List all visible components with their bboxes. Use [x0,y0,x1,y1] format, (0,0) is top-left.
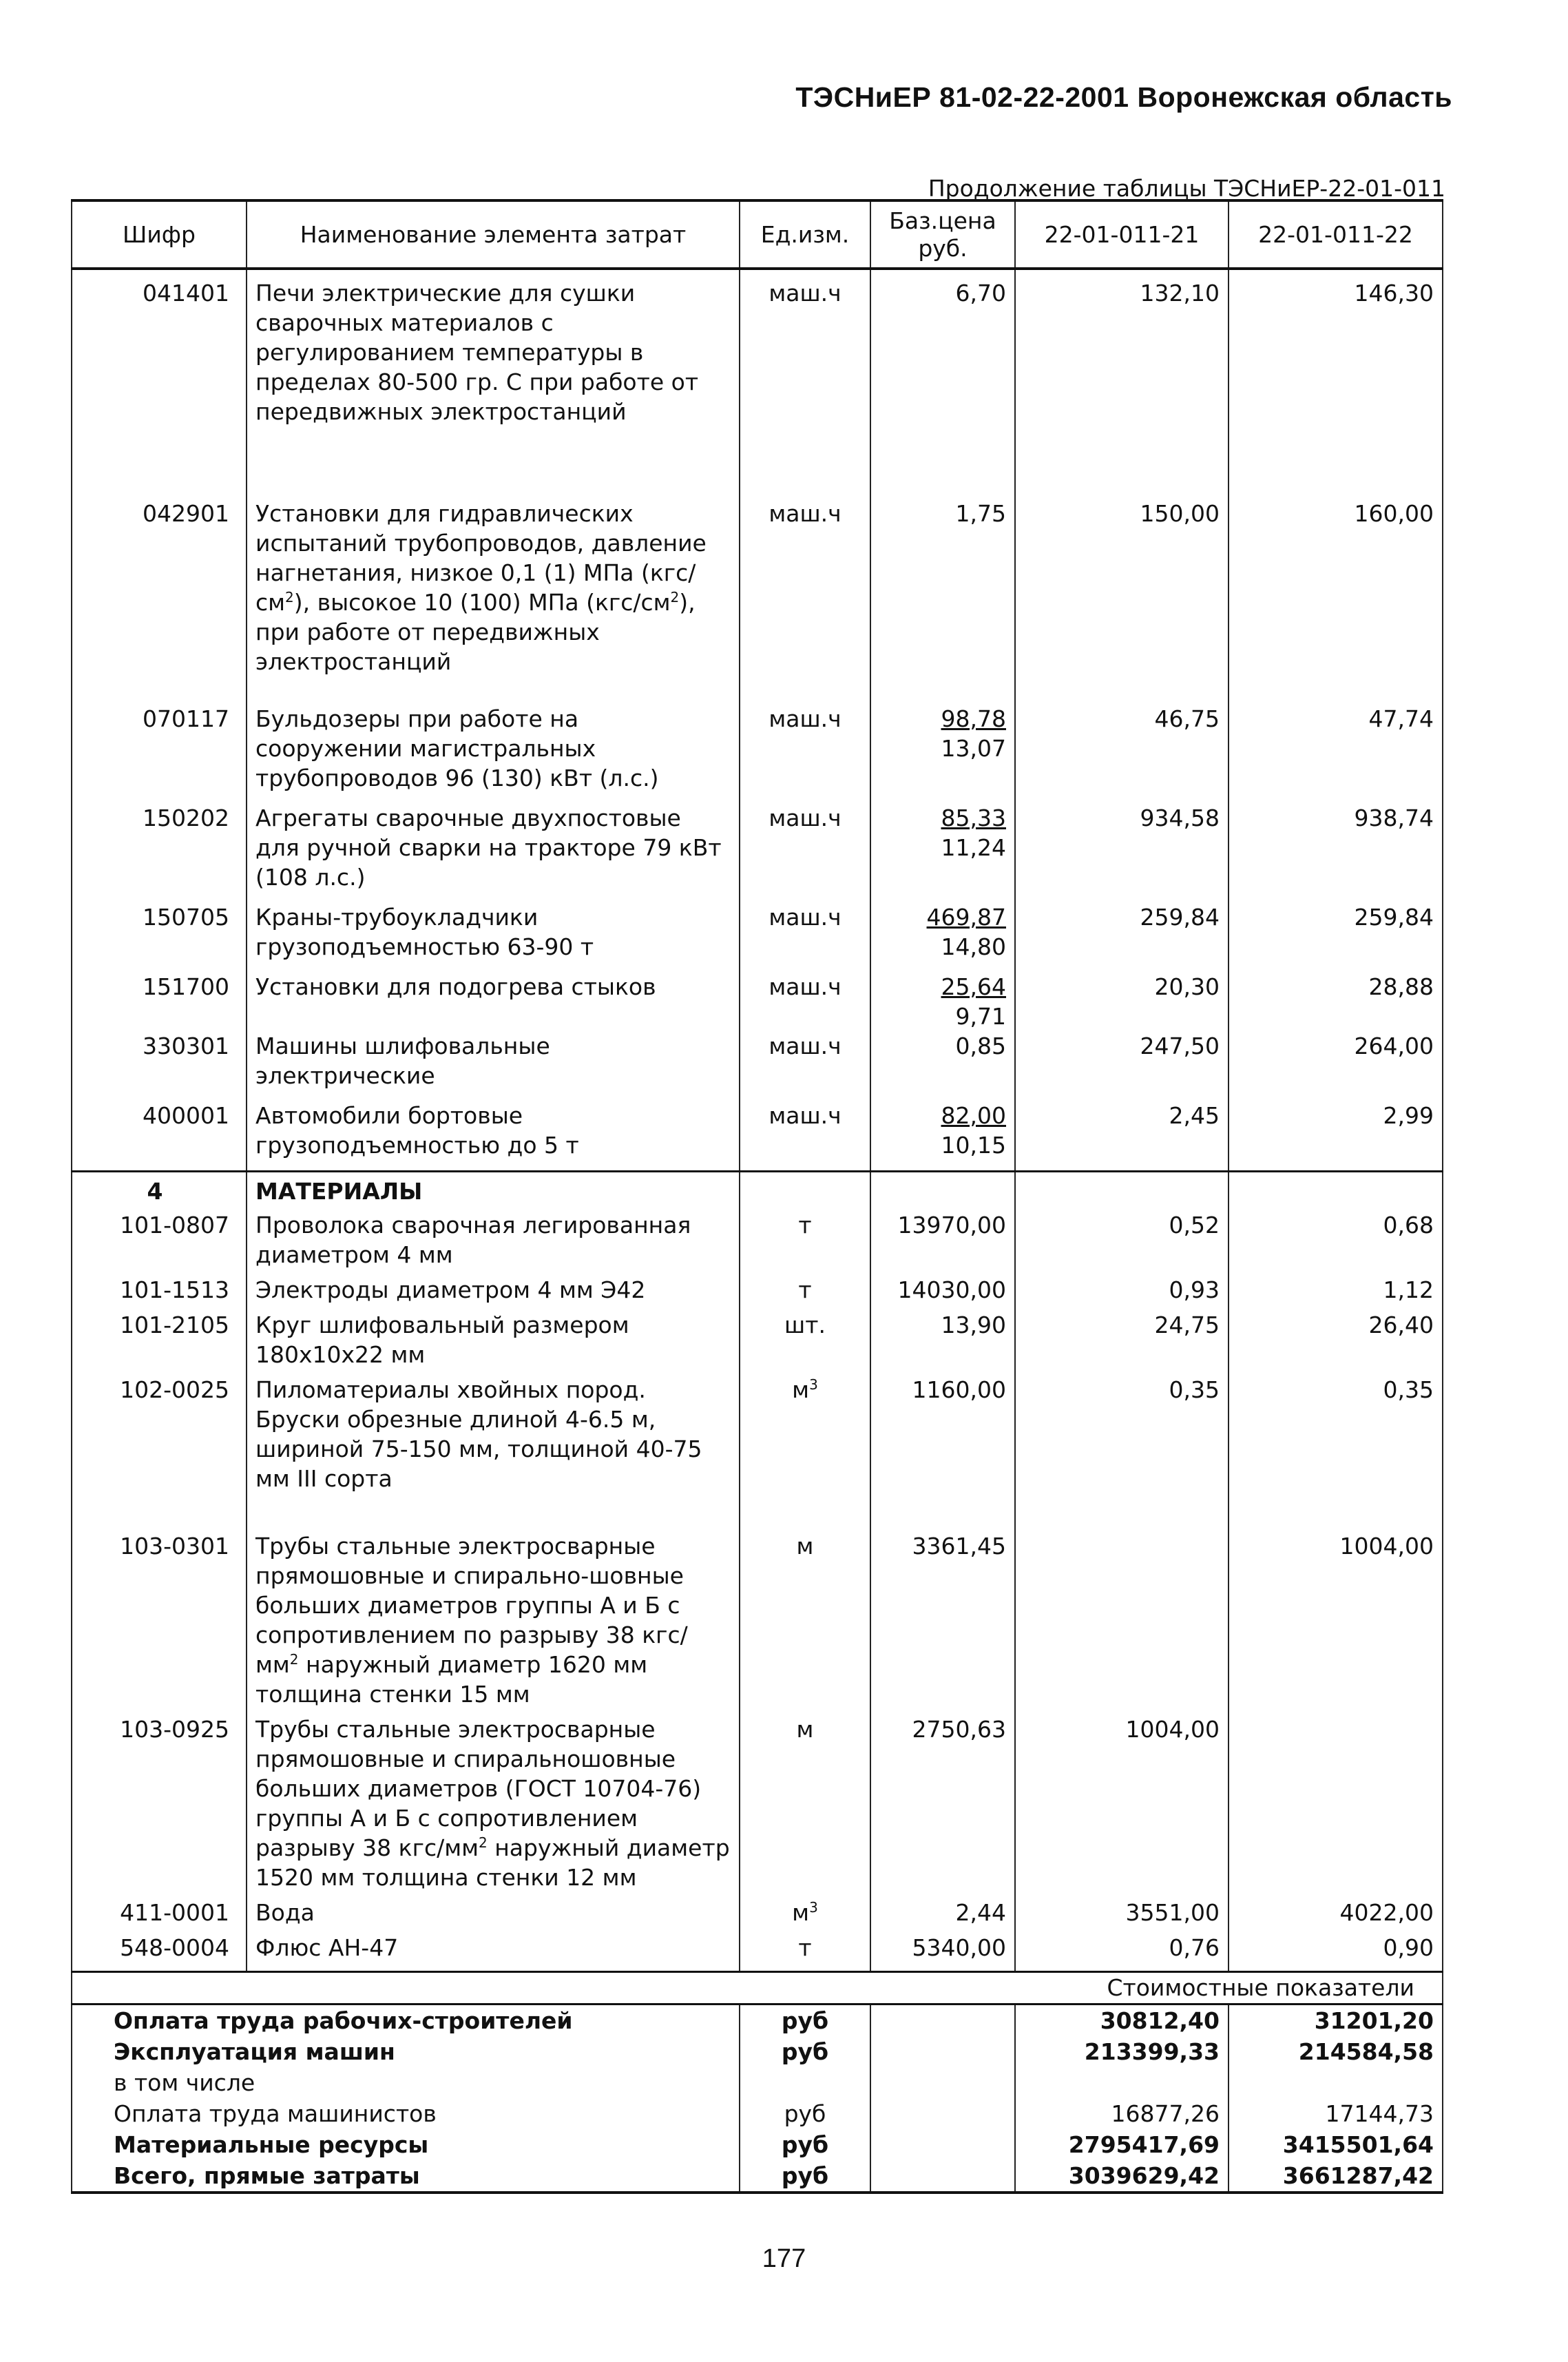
item-value-22 [1229,1714,1443,1898]
item-name [247,499,740,704]
item-name: Машины шлифовальные электрические [247,1031,740,1101]
total-unit [740,2067,870,2098]
item-code: 103-0301 [72,1531,247,1714]
item-name [247,1714,740,1898]
item-price-labor: 11,24 [941,834,1006,861]
col-header-code: Шифр [72,200,247,269]
total-value-22: 3661287,42 [1229,2160,1443,2193]
col-header-price-line2: руб. [918,234,968,262]
item-price-labor: 9,71 [955,1003,1006,1030]
item-price [870,902,1015,972]
total-unit: руб [740,2098,870,2129]
item-value-21: 0,76 [1015,1933,1229,1972]
total-value-21 [1015,2067,1229,2098]
empty-cell [870,2004,1015,2037]
total-unit: руб [740,2004,870,2037]
item-unit-sup: 3 [809,1376,818,1393]
item-value-21: 0,52 [1015,1210,1229,1275]
total-value-22: 17144,73 [1229,2098,1443,2129]
item-value-22: 4022,00 [1229,1898,1443,1933]
item-name-part: Трубы стальные электросварные прямошовные и спирально-шовные больших диаметров группы А и Б с сопротивлением по разрыву 38 кгс/мм [255,1533,688,1678]
table-row [72,499,1443,704]
item-unit [740,1898,870,1933]
section-code: 4 [72,1172,247,1211]
empty-cell [740,1172,870,1211]
total-value-22: 214584,58 [1229,2036,1443,2067]
item-value-21: 1004,00 [1015,1714,1229,1898]
table-row [72,1275,1443,1310]
item-value-21 [1015,1531,1229,1714]
item-unit-text: шт. [784,1312,826,1338]
item-unit [740,1210,870,1275]
table-row [72,1031,1443,1101]
table-row [72,972,1443,1031]
item-value-22: 0,35 [1229,1375,1443,1531]
item-price-value: 82,00 [941,1102,1006,1129]
total-unit: руб [740,2129,870,2160]
item-code: 151700 [72,972,247,1031]
table-row [72,1714,1443,1898]
col-header-unit: Ед.изм. [740,200,870,269]
item-unit: маш.ч [740,972,870,1031]
item-value-22: 259,84 [1229,902,1443,972]
document-header: ТЭСНиЕР 81-02-22-2001 Воронежская область [795,81,1452,113]
item-price-value: 469,87 [926,904,1006,931]
table-row [72,803,1443,902]
table-row [72,1898,1443,1933]
total-label: Оплата труда машинистов [72,2098,740,2129]
item-code: 330301 [72,1031,247,1101]
empty-cell [870,2129,1015,2160]
item-value-21: 20,30 [1015,972,1229,1031]
total-value-21: 2795417,69 [1015,2129,1229,2160]
item-code: 101-0807 [72,1210,247,1275]
total-label: Всего, прямые затраты [72,2160,740,2193]
total-value-22: 3415501,64 [1229,2129,1443,2160]
total-value-21: 16877,26 [1015,2098,1229,2129]
cost-section-title: Стоимостные показатели [72,1972,1443,2004]
item-unit-text: м [792,1376,810,1403]
total-row [72,2098,1443,2129]
item-code: 041401 [72,269,247,499]
item-price: 2750,63 [870,1714,1015,1898]
total-label: в том числе [72,2067,740,2098]
item-name-part: 2 [285,589,294,605]
item-value-22: 146,30 [1229,269,1443,499]
item-unit: маш.ч [740,269,870,499]
table-row [72,1531,1443,1714]
empty-cell [870,2067,1015,2098]
item-unit: маш.ч [740,704,870,803]
table-row [72,1210,1443,1275]
total-label: Материальные ресурсы [72,2129,740,2160]
item-unit-text: м [796,1716,814,1743]
item-name-part: наружный диаметр 1520 мм толщина стенки 12 мм [255,1834,730,1891]
table-header-row [72,200,1443,269]
item-unit-text: т [798,1934,812,1961]
item-price-value: 85,33 [941,805,1006,831]
item-name-part: Трубы стальные электросварные прямошовные и спиральношовные больших диаметров (ГОСТ 10704-76) группы А и Б с сопротивлением разрыву 38 кгс/мм [255,1716,702,1861]
item-price-value: 6,70 [955,280,1006,307]
item-price-value: 1,75 [955,500,1006,527]
item-name: Установки для подогрева стыков [247,972,740,1031]
total-label: Эксплуатация машин [72,2036,740,2067]
item-unit-text: м [796,1533,814,1560]
item-price [870,704,1015,803]
item-code: 548-0004 [72,1933,247,1972]
item-code: 101-2105 [72,1310,247,1375]
total-value-21: 30812,40 [1015,2004,1229,2037]
item-code: 102-0025 [72,1375,247,1531]
table-row [72,704,1443,803]
item-name-part: ), при работе от передвижных электростанций [255,589,696,675]
item-value-22: 28,88 [1229,972,1443,1031]
item-value-22: 47,74 [1229,704,1443,803]
table-row [72,1933,1443,1972]
total-row [72,2129,1443,2160]
total-unit: руб [740,2160,870,2193]
item-price: 2,44 [870,1898,1015,1933]
total-value-22 [1229,2067,1443,2098]
item-name: Печи электрические для сушки сварочных материалов с регулированием температуры в пределах 80-500 гр. С при работе от передвижных электростанций [247,269,740,499]
item-value-22: 0,68 [1229,1210,1443,1275]
item-value-21: 24,75 [1015,1310,1229,1375]
item-price: 14030,00 [870,1275,1015,1310]
item-price-value: 25,64 [941,973,1006,1000]
item-value-21: 132,10 [1015,269,1229,499]
item-value-22: 160,00 [1229,499,1443,704]
total-row [72,2160,1443,2193]
table-row [72,1101,1443,1172]
table-row [72,1310,1443,1375]
norms-table [71,199,1443,2194]
item-name: Краны-трубоукладчики грузоподъемностью 63-90 т [247,902,740,972]
item-unit-sup: 3 [809,1899,818,1916]
empty-cell [1229,1172,1443,1211]
item-price: 13970,00 [870,1210,1015,1275]
section-row [72,1172,1443,1211]
item-name: Агрегаты сварочные двухпостовые для ручной сварки на тракторе 79 кВт (108 л.с.) [247,803,740,902]
table-row [72,902,1443,972]
item-unit [740,1310,870,1375]
col-header-price-line1: Баз.цена [889,207,996,234]
item-unit [740,1275,870,1310]
item-name: Проволока сварочная легированная диаметром 4 мм [247,1210,740,1275]
item-price [870,269,1015,499]
item-code: 101-1513 [72,1275,247,1310]
cost-section-row [72,1972,1443,2004]
item-name-part: 2 [479,1834,488,1851]
item-price [870,972,1015,1031]
item-unit [740,1531,870,1714]
item-unit-text: т [798,1212,812,1239]
item-price: 1160,00 [870,1375,1015,1531]
item-code: 103-0925 [72,1714,247,1898]
item-price: 3361,45 [870,1531,1015,1714]
item-unit: маш.ч [740,803,870,902]
empty-cell [870,2036,1015,2067]
item-unit: маш.ч [740,1031,870,1101]
item-name: Пиломатериалы хвойных пород. Бруски обрезные длиной 4-6.5 м, шириной 75-150 мм, толщиной 40-75 мм III сорта [247,1375,740,1531]
col-header-21: 22-01-011-21 [1015,200,1229,269]
item-unit: маш.ч [740,1101,870,1172]
item-value-22: 26,40 [1229,1310,1443,1375]
empty-cell [870,1172,1015,1211]
item-price-value: 0,85 [955,1033,1006,1059]
item-price [870,499,1015,704]
table-row [72,269,1443,499]
item-value-22: 0,90 [1229,1933,1443,1972]
item-unit: маш.ч [740,499,870,704]
item-value-21: 46,75 [1015,704,1229,803]
item-price [870,803,1015,902]
item-unit [740,1375,870,1531]
item-value-22: 1004,00 [1229,1531,1443,1714]
item-value-21: 2,45 [1015,1101,1229,1172]
total-unit: руб [740,2036,870,2067]
item-value-21: 3551,00 [1015,1898,1229,1933]
item-value-22: 1,12 [1229,1275,1443,1310]
item-name: Круг шлифовальный размером 180х10х22 мм [247,1310,740,1375]
col-header-name: Наименование элемента затрат [247,200,740,269]
item-price-labor: 13,07 [941,735,1006,762]
item-code: 411-0001 [72,1898,247,1933]
col-header-price [870,200,1015,269]
item-unit [740,1714,870,1898]
item-name [247,1531,740,1714]
item-price-value: 98,78 [941,705,1006,732]
item-value-21: 259,84 [1015,902,1229,972]
item-code: 150202 [72,803,247,902]
section-title: МАТЕРИАЛЫ [247,1172,740,1211]
item-value-22: 2,99 [1229,1101,1443,1172]
item-price [870,1031,1015,1101]
item-name: Бульдозеры при работе на сооружении магистральных трубопроводов 96 (130) кВт (л.с.) [247,704,740,803]
item-price: 5340,00 [870,1933,1015,1972]
item-name: Автомобили бортовые грузоподъемностью до 5 т [247,1101,740,1172]
item-value-21: 150,00 [1015,499,1229,704]
item-value-21: 934,58 [1015,803,1229,902]
total-row [72,2004,1443,2037]
total-value-21: 213399,33 [1015,2036,1229,2067]
item-price-labor: 14,80 [941,933,1006,960]
empty-cell [1015,1172,1229,1211]
item-name-part: наружный диаметр 1620 мм толщина стенки 15 мм [255,1651,648,1708]
item-name-part: ), высокое 10 (100) МПа (кгс/см [293,589,671,616]
item-code: 042901 [72,499,247,704]
item-name: Вода [247,1898,740,1933]
item-unit [740,1933,870,1972]
item-name-part: 2 [289,1651,299,1668]
item-unit: маш.ч [740,902,870,972]
item-code: 400001 [72,1101,247,1172]
item-unit-text: т [798,1276,812,1303]
total-row [72,2036,1443,2067]
item-code: 070117 [72,704,247,803]
col-header-22: 22-01-011-22 [1229,200,1443,269]
table-row [72,1375,1443,1531]
item-name: Электроды диаметром 4 мм Э42 [247,1275,740,1310]
total-value-22: 31201,20 [1229,2004,1443,2037]
item-value-22: 264,00 [1229,1031,1443,1101]
item-price: 13,90 [870,1310,1015,1375]
item-value-22: 938,74 [1229,803,1443,902]
item-unit-text: м [792,1899,810,1926]
item-price [870,1101,1015,1172]
total-value-21: 3039629,42 [1015,2160,1229,2193]
item-name-part: 2 [670,589,680,605]
total-label: Оплата труда рабочих-строителей [72,2004,740,2037]
item-price-labor: 10,15 [941,1132,1006,1159]
item-name: Флюс АН-47 [247,1933,740,1972]
item-name-part: Установки для гидравлических испытаний трубопроводов, давление нагнетания, низкое 0,1 (1) МПа (кгс/см [255,500,707,616]
item-value-21: 0,93 [1015,1275,1229,1310]
item-code: 150705 [72,902,247,972]
table-caption: Продолжение таблицы ТЭСНиЕР-22-01-011 [928,175,1445,202]
page-number: 177 [762,2244,806,2273]
empty-cell [870,2160,1015,2193]
empty-cell [870,2098,1015,2129]
total-row [72,2067,1443,2098]
item-value-21: 0,35 [1015,1375,1229,1531]
item-value-21: 247,50 [1015,1031,1229,1101]
